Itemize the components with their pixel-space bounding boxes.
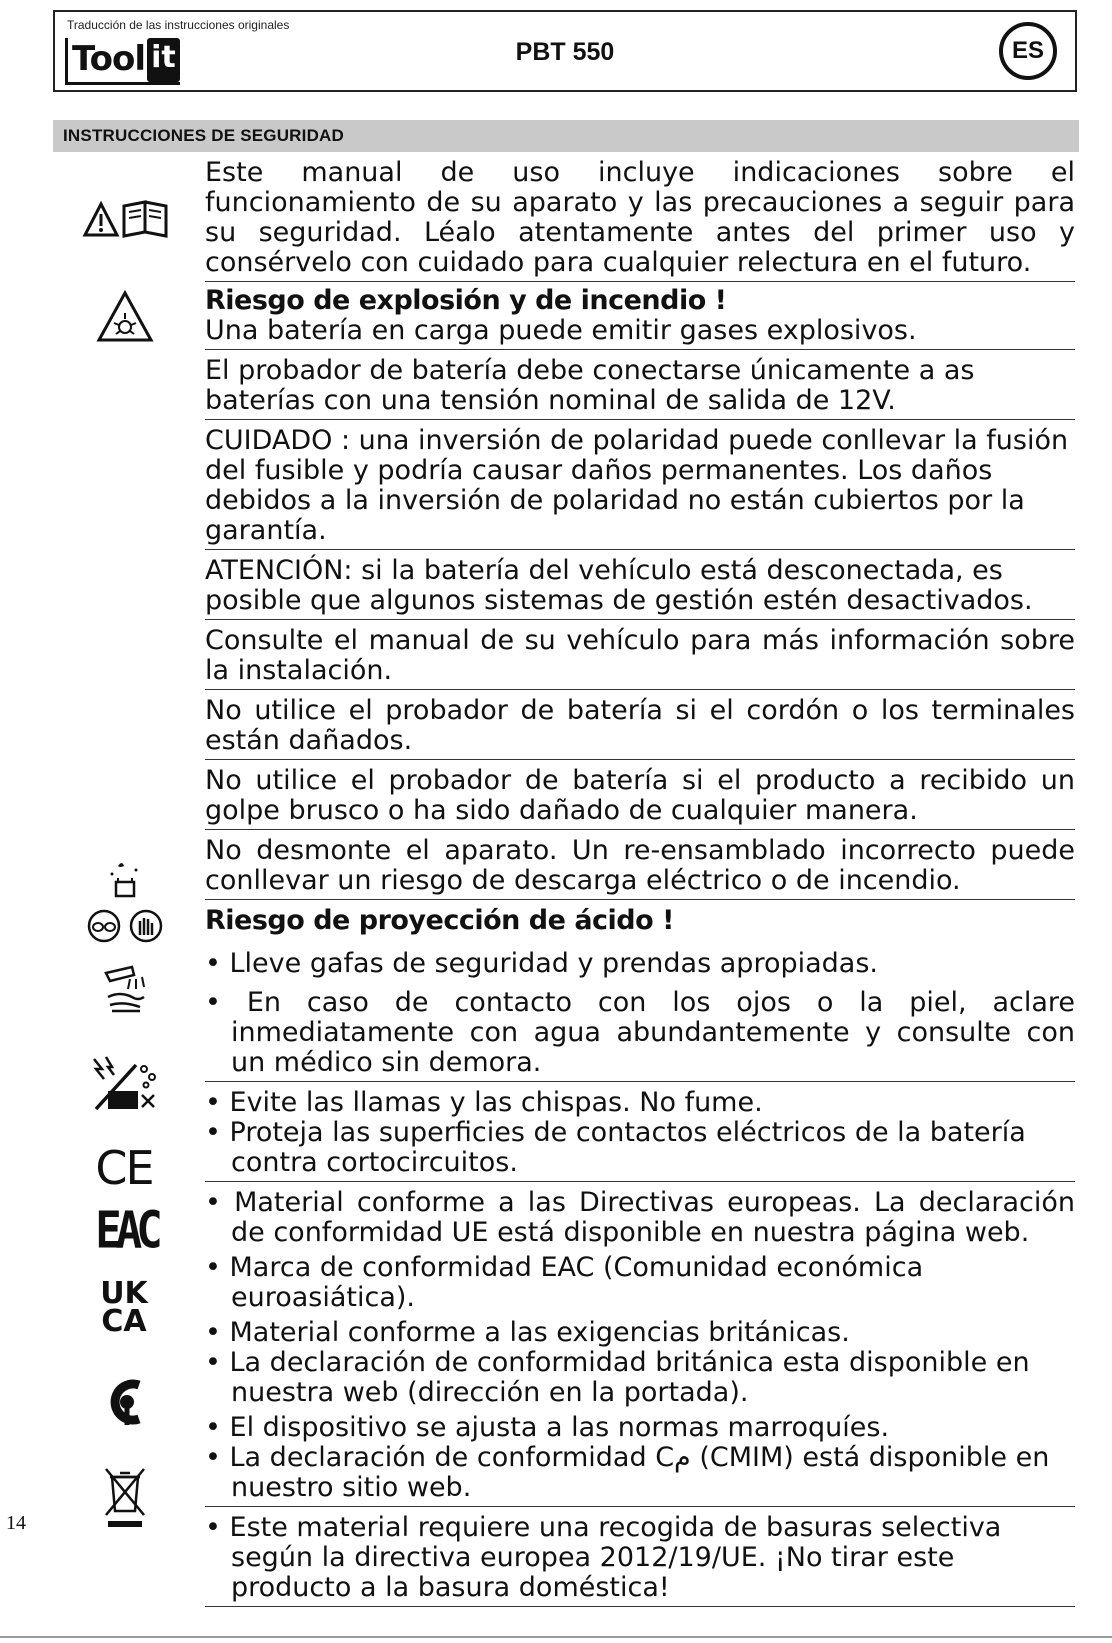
explosion-block [205, 286, 1075, 350]
flames-block [205, 1088, 1075, 1182]
ukca-text-2: • La declaración de conformidad británica esta disponible en nuestra web (dirección en la portada). [205, 1347, 1030, 1408]
acid-title-block [205, 906, 1075, 939]
connect-12v-block [205, 356, 1075, 420]
cmim-text-2: • La declaración de conformidad Cم (CMIM) está disponible en nuestro sitio web. [205, 1442, 1050, 1503]
eye-wash-icon [100, 962, 150, 1018]
consult-manual-text: Consulte el manual de su vehículo para más información sobre la instalación. [205, 625, 1075, 686]
damaged-cord-text: No utilice el probador de batería si el cordón o los terminales están dañados. [205, 695, 1075, 756]
attention-text: ATENCIÓN: si la batería del vehículo está desconectada, es posible que algunos sistemas de gestión estén desactivados. [205, 555, 1033, 616]
no-flame-icon [88, 1054, 160, 1114]
impact-text: No utilice el probador de batería si el producto a recibido un golpe brusco o ha sido dañado de cualquier manera. [205, 765, 1075, 826]
explosion-title: Riesgo de explosión y de incendio ! [205, 285, 727, 316]
damaged-cord-block [205, 696, 1075, 760]
weee-text: • Este material requiere una recogida de basuras selectiva según la directiva europea 2012/19/UE. ¡No tirar este producto a la basura doméstica! [205, 1512, 1002, 1603]
logo-box: it [147, 38, 180, 82]
eac-text: • Marca de conformidad EAC (Comunidad económica euroasiática). [205, 1252, 924, 1313]
ukca-mark-icon [94, 1276, 154, 1340]
flames-text: • Evite las llamas y las chispas. No fume. [205, 1087, 763, 1118]
weee-bin-icon [102, 1466, 148, 1530]
warning-triangle-book-icon [82, 198, 170, 238]
goggles-gloves-icon [86, 908, 166, 944]
model-title: PBT 550 [515, 38, 615, 66]
ukca-text-1: • Material conforme a las exigencias británicas. [205, 1317, 850, 1348]
warning-manual-icon [82, 196, 170, 240]
explosion-warning-icon [96, 288, 154, 344]
eac-block [205, 1253, 1075, 1316]
ukca-block [205, 1318, 1075, 1411]
disassemble-block [205, 836, 1075, 900]
short-circuit-text: • Proteja las superficies de contactos eléctricos de la batería contra cortocircuitos. [205, 1117, 1026, 1178]
ce-mark-icon: CE [95, 1141, 153, 1195]
cmim-block [205, 1413, 1075, 1507]
cmim-text-1: • El dispositivo se ajusta a las normas marroquíes. [205, 1412, 890, 1443]
language-badge: ES [999, 22, 1057, 80]
attention-block [205, 556, 1075, 620]
ce-block [205, 1188, 1075, 1251]
acid-title: Riesgo de proyección de ácido ! [205, 905, 674, 936]
page-number: 14 [6, 1512, 26, 1534]
section-title: INSTRUCCIONES DE SEGURIDAD [53, 120, 1079, 152]
acid-battery-icon [104, 860, 144, 902]
bottom-rule [0, 1636, 1112, 1638]
polarity-block [205, 426, 1075, 550]
ce-text: • Material conforme a las Directivas europeas. La declaración de conformidad UE está disponible en nuestra página web. [205, 1187, 1075, 1248]
connect-12v-text: El probador de batería debe conectarse únicamente a as baterías con una tensión nominal de salida de 12V. [205, 355, 975, 416]
polarity-text: CUIDADO : una inversión de polaridad puede conllevar la fusión del fusible y podría causar daños permanentes. Los daños debidos a la inversión de polaridad no están cubiertos por la garantía. [205, 425, 1069, 546]
goggles-block [205, 949, 1075, 982]
weee-block [205, 1513, 1075, 1607]
intro-block [205, 158, 1075, 282]
safety-instructions [205, 158, 1075, 1613]
translation-note: Traducción de las instrucciones originales [67, 18, 290, 32]
disassemble-text: No desmonte el aparato. Un re-ensamblado incorrecto puede conllevar un riesgo de descarga eléctrico o de incendio. [205, 835, 1075, 896]
logo-text: Tool [72, 39, 146, 79]
explosion-text: Una batería en carga puede emitir gases explosivos. [205, 315, 917, 346]
goggles-text: • Lleve gafas de seguridad y prendas apropiadas. [205, 948, 878, 979]
document-header [53, 10, 1077, 92]
eac-mark-icon: EAC [95, 1200, 157, 1260]
ukca-line2: CA [101, 1304, 147, 1339]
contact-text: • En caso de contacto con los ojos o la piel, aclare inmediatamente con agua abundantemente y consulte con un médico sin demora. [205, 987, 1075, 1078]
cmim-mark-icon [100, 1374, 150, 1430]
impact-block [205, 766, 1075, 830]
consult-manual-block [205, 626, 1075, 690]
contact-block [205, 988, 1075, 1082]
ukca-line1: UK [100, 1276, 148, 1311]
intro-text: Este manual de uso incluye indicaciones sobre el funcionamiento de su aparato y las precauciones a seguir para su seguridad. Léalo atentamente antes del primer uso y consérvelo con cuidado para cualquier relectura en el futuro. [205, 157, 1075, 278]
